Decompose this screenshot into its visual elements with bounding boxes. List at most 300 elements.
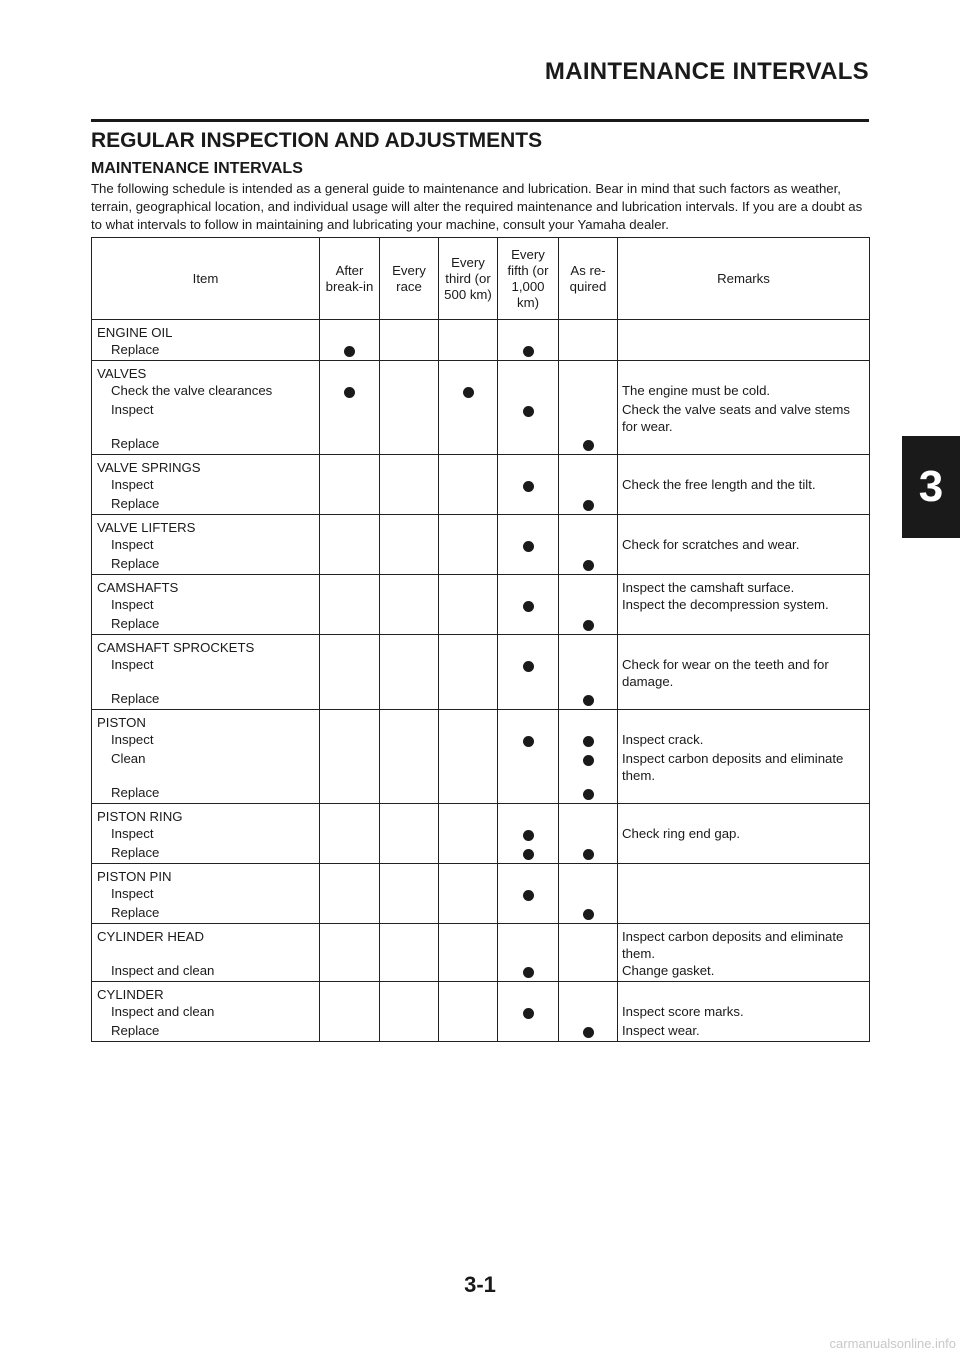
table-row: [92, 1022, 870, 1042]
table-row: [92, 476, 870, 495]
bullet-mark-icon: [344, 346, 355, 357]
remark: [618, 555, 870, 575]
interval-cell: [498, 536, 559, 555]
item-action: Check the valve clearances: [92, 382, 320, 401]
interval-cell: [320, 844, 380, 864]
interval-cell: [559, 844, 618, 864]
group-name: PISTON: [92, 710, 320, 732]
item-action: Replace: [92, 1022, 320, 1042]
table-row: [92, 690, 870, 710]
remark: [618, 784, 870, 804]
interval-cell: [559, 515, 618, 537]
bullet-mark-icon: [523, 830, 534, 841]
item-action: Clean: [92, 750, 320, 784]
interval-cell: [380, 435, 439, 455]
interval-cell: [439, 495, 498, 515]
bullet-mark-icon: [344, 387, 355, 398]
table-row: [92, 382, 870, 401]
interval-cell: [320, 1022, 380, 1042]
remark: [618, 844, 870, 864]
interval-cell: [439, 844, 498, 864]
interval-cell: [320, 784, 380, 804]
interval-cell: [320, 690, 380, 710]
interval-cell: [498, 555, 559, 575]
interval-cell: [498, 635, 559, 657]
interval-cell: [439, 784, 498, 804]
interval-cell: [320, 982, 380, 1004]
bullet-mark-icon: [463, 387, 474, 398]
interval-cell: [320, 361, 380, 383]
bullet-mark-icon: [583, 909, 594, 920]
interval-cell: [320, 455, 380, 477]
interval-cell: [498, 904, 559, 924]
interval-cell: [380, 982, 439, 1004]
group-name: CAMSHAFT SPROCKETS: [92, 635, 320, 657]
bullet-mark-icon: [523, 849, 534, 860]
interval-cell: [559, 885, 618, 904]
group-remark: [618, 515, 870, 537]
remark: Change gasket.: [618, 962, 870, 982]
remark: Check ring end gap.: [618, 825, 870, 844]
interval-cell: [559, 1022, 618, 1042]
table-row: [92, 596, 870, 615]
remark: Inspect wear.: [618, 1022, 870, 1042]
table-group-row: [92, 710, 870, 732]
maintenance-schedule-table: [91, 237, 870, 1042]
section-tab: 3: [902, 436, 960, 538]
table-row: [92, 656, 870, 690]
interval-cell: [439, 536, 498, 555]
interval-cell: [320, 555, 380, 575]
interval-cell: [498, 1003, 559, 1022]
interval-cell: [559, 864, 618, 886]
interval-cell: [559, 1003, 618, 1022]
remark: Inspect crack.: [618, 731, 870, 750]
group-remark: [618, 320, 870, 342]
interval-cell: [498, 690, 559, 710]
interval-cell: [380, 341, 439, 361]
interval-cell: [498, 382, 559, 401]
bullet-mark-icon: [523, 967, 534, 978]
bullet-mark-icon: [583, 755, 594, 766]
interval-cell: [439, 476, 498, 495]
interval-cell: [498, 710, 559, 732]
column-header: Every fifth (or 1,000 km): [498, 238, 559, 320]
group-name: VALVE SPRINGS: [92, 455, 320, 477]
column-header: As re-quired: [559, 238, 618, 320]
page-header-title: MAINTENANCE INTERVALS: [544, 58, 869, 85]
item-action: Replace: [92, 615, 320, 635]
group-remark: [618, 455, 870, 477]
table-group-row: [92, 982, 870, 1004]
interval-cell: [498, 515, 559, 537]
interval-cell: [559, 615, 618, 635]
item-action: Inspect: [92, 476, 320, 495]
interval-cell: [498, 575, 559, 597]
interval-cell: [439, 904, 498, 924]
interval-cell: [439, 615, 498, 635]
group-remark: Inspect the camshaft surface.: [618, 575, 870, 597]
bullet-mark-icon: [523, 601, 534, 612]
interval-cell: [380, 844, 439, 864]
interval-cell: [439, 690, 498, 710]
interval-cell: [380, 596, 439, 615]
bullet-mark-icon: [523, 541, 534, 552]
interval-cell: [320, 476, 380, 495]
remark: [618, 885, 870, 904]
table-group-row: [92, 515, 870, 537]
interval-cell: [380, 382, 439, 401]
interval-cell: [439, 825, 498, 844]
subsection-heading: MAINTENANCE INTERVALS: [91, 160, 303, 177]
group-remark: [618, 982, 870, 1004]
interval-cell: [439, 962, 498, 982]
interval-cell: [559, 555, 618, 575]
interval-cell: [380, 731, 439, 750]
interval-cell: [380, 635, 439, 657]
bullet-mark-icon: [583, 440, 594, 451]
interval-cell: [559, 962, 618, 982]
interval-cell: [559, 635, 618, 657]
interval-cell: [559, 710, 618, 732]
table-group-row: [92, 635, 870, 657]
interval-cell: [498, 750, 559, 784]
interval-cell: [320, 575, 380, 597]
interval-cell: [320, 962, 380, 982]
interval-cell: [559, 656, 618, 690]
group-remark: [618, 361, 870, 383]
page-number: 3-1: [464, 1272, 496, 1297]
column-header: Every race: [380, 238, 439, 320]
interval-cell: [439, 401, 498, 435]
item-action: Replace: [92, 341, 320, 361]
table-row: [92, 341, 870, 361]
item-action: Replace: [92, 495, 320, 515]
interval-cell: [559, 904, 618, 924]
interval-cell: [320, 382, 380, 401]
interval-cell: [320, 495, 380, 515]
interval-cell: [439, 1022, 498, 1042]
bullet-mark-icon: [523, 661, 534, 672]
table-row: [92, 495, 870, 515]
column-header: Remarks: [618, 238, 870, 320]
remark: Check for wear on the teeth and for damage.: [618, 656, 870, 690]
interval-cell: [380, 615, 439, 635]
interval-cell: [380, 825, 439, 844]
interval-cell: [498, 924, 559, 963]
interval-cell: [439, 864, 498, 886]
interval-cell: [320, 596, 380, 615]
interval-cell: [498, 784, 559, 804]
interval-cell: [559, 784, 618, 804]
interval-cell: [380, 361, 439, 383]
remark: [618, 904, 870, 924]
bullet-mark-icon: [583, 849, 594, 860]
interval-cell: [498, 596, 559, 615]
item-action: Inspect and clean: [92, 962, 320, 982]
interval-cell: [380, 555, 439, 575]
interval-cell: [380, 710, 439, 732]
table-row: [92, 844, 870, 864]
interval-cell: [380, 320, 439, 342]
group-remark: [618, 804, 870, 826]
interval-cell: [498, 341, 559, 361]
interval-cell: [320, 401, 380, 435]
interval-cell: [380, 536, 439, 555]
group-name: ENGINE OIL: [92, 320, 320, 342]
interval-cell: [320, 341, 380, 361]
table-row: [92, 962, 870, 982]
interval-cell: [498, 401, 559, 435]
item-action: Replace: [92, 784, 320, 804]
bullet-mark-icon: [583, 1027, 594, 1038]
interval-cell: [380, 885, 439, 904]
interval-cell: [498, 435, 559, 455]
item-action: Inspect: [92, 825, 320, 844]
interval-cell: [320, 615, 380, 635]
interval-cell: [380, 924, 439, 963]
interval-cell: [498, 320, 559, 342]
interval-cell: [439, 361, 498, 383]
bullet-mark-icon: [523, 406, 534, 417]
group-remark: Inspect carbon deposits and eliminate them.: [618, 924, 870, 963]
remark: [618, 341, 870, 361]
interval-cell: [320, 515, 380, 537]
table-group-row: [92, 361, 870, 383]
interval-cell: [320, 320, 380, 342]
interval-cell: [320, 750, 380, 784]
table-group-row: [92, 924, 870, 963]
bullet-mark-icon: [583, 500, 594, 511]
interval-cell: [320, 656, 380, 690]
remark: Check the valve seats and valve stems for wear.: [618, 401, 870, 435]
interval-cell: [439, 924, 498, 963]
table-row: [92, 731, 870, 750]
interval-cell: [380, 455, 439, 477]
group-name: CAMSHAFTS: [92, 575, 320, 597]
interval-cell: [380, 495, 439, 515]
remark: Inspect score marks.: [618, 1003, 870, 1022]
interval-cell: [380, 864, 439, 886]
remark: [618, 615, 870, 635]
group-name: PISTON RING: [92, 804, 320, 826]
header-rule: [91, 119, 869, 122]
remark: Inspect the decompression system.: [618, 596, 870, 615]
watermark: carmanualsonline.info: [829, 1336, 956, 1351]
interval-cell: [380, 962, 439, 982]
table-row: [92, 750, 870, 784]
item-action: Inspect and clean: [92, 1003, 320, 1022]
interval-cell: [320, 885, 380, 904]
bullet-mark-icon: [583, 789, 594, 800]
interval-cell: [439, 885, 498, 904]
item-action: Inspect: [92, 656, 320, 690]
interval-cell: [498, 1022, 559, 1042]
interval-cell: [439, 750, 498, 784]
remark: [618, 495, 870, 515]
interval-cell: [320, 635, 380, 657]
item-action: Inspect: [92, 885, 320, 904]
item-action: Inspect: [92, 536, 320, 555]
interval-cell: [498, 982, 559, 1004]
column-header: Every third (or 500 km): [439, 238, 498, 320]
interval-cell: [320, 435, 380, 455]
interval-cell: [380, 904, 439, 924]
interval-cell: [559, 361, 618, 383]
interval-cell: [439, 515, 498, 537]
interval-cell: [498, 615, 559, 635]
interval-cell: [320, 804, 380, 826]
interval-cell: [320, 924, 380, 963]
table-body: [92, 320, 870, 1042]
interval-cell: [380, 515, 439, 537]
interval-cell: [380, 656, 439, 690]
interval-cell: [498, 864, 559, 886]
table-group-row: [92, 864, 870, 886]
bullet-mark-icon: [523, 890, 534, 901]
interval-cell: [559, 690, 618, 710]
interval-cell: [380, 1003, 439, 1022]
remark: [618, 690, 870, 710]
item-action: Inspect: [92, 731, 320, 750]
table-row: [92, 885, 870, 904]
interval-cell: [559, 476, 618, 495]
section-heading: REGULAR INSPECTION AND ADJUSTMENTS: [91, 129, 543, 152]
remark: Check the free length and the tilt.: [618, 476, 870, 495]
table-group-row: [92, 320, 870, 342]
bullet-mark-icon: [523, 1008, 534, 1019]
interval-cell: [380, 476, 439, 495]
remark: [618, 435, 870, 455]
interval-cell: [439, 731, 498, 750]
interval-cell: [439, 656, 498, 690]
interval-cell: [559, 804, 618, 826]
interval-cell: [559, 341, 618, 361]
bullet-mark-icon: [523, 481, 534, 492]
group-name: VALVES: [92, 361, 320, 383]
table-row: [92, 784, 870, 804]
table-header-row: [92, 238, 870, 320]
interval-cell: [559, 575, 618, 597]
interval-cell: [498, 804, 559, 826]
interval-cell: [439, 341, 498, 361]
bullet-mark-icon: [523, 346, 534, 357]
interval-cell: [380, 690, 439, 710]
bullet-mark-icon: [583, 620, 594, 631]
group-remark: [618, 635, 870, 657]
group-name: PISTON PIN: [92, 864, 320, 886]
interval-cell: [498, 825, 559, 844]
interval-cell: [320, 731, 380, 750]
remark: The engine must be cold.: [618, 382, 870, 401]
table-group-row: [92, 455, 870, 477]
interval-cell: [320, 1003, 380, 1022]
interval-cell: [439, 596, 498, 615]
item-action: Replace: [92, 904, 320, 924]
interval-cell: [498, 885, 559, 904]
interval-cell: [498, 361, 559, 383]
interval-cell: [559, 382, 618, 401]
interval-cell: [559, 731, 618, 750]
interval-cell: [380, 401, 439, 435]
table-row: [92, 435, 870, 455]
interval-cell: [559, 455, 618, 477]
group-remark: [618, 710, 870, 732]
interval-cell: [559, 750, 618, 784]
interval-cell: [439, 710, 498, 732]
interval-cell: [380, 750, 439, 784]
column-header: Item: [92, 238, 320, 320]
interval-cell: [559, 435, 618, 455]
table-row: [92, 401, 870, 435]
interval-cell: [320, 864, 380, 886]
item-action: Inspect: [92, 596, 320, 615]
group-name: CYLINDER HEAD: [92, 924, 320, 963]
table-row: [92, 555, 870, 575]
bullet-mark-icon: [583, 736, 594, 747]
interval-cell: [320, 536, 380, 555]
interval-cell: [439, 804, 498, 826]
table-row: [92, 536, 870, 555]
table-row: [92, 825, 870, 844]
item-action: Replace: [92, 690, 320, 710]
interval-cell: [559, 401, 618, 435]
interval-cell: [559, 320, 618, 342]
table-row: [92, 615, 870, 635]
interval-cell: [380, 575, 439, 597]
interval-cell: [320, 825, 380, 844]
interval-cell: [439, 455, 498, 477]
interval-cell: [439, 635, 498, 657]
item-action: Inspect: [92, 401, 320, 435]
interval-cell: [559, 924, 618, 963]
table-group-row: [92, 804, 870, 826]
group-remark: [618, 864, 870, 886]
interval-cell: [439, 435, 498, 455]
interval-cell: [380, 804, 439, 826]
table-group-row: [92, 575, 870, 597]
table-row: [92, 1003, 870, 1022]
interval-cell: [380, 784, 439, 804]
interval-cell: [559, 536, 618, 555]
interval-cell: [559, 495, 618, 515]
intro-paragraph: The following schedule is intended as a general guide to maintenance and lubrication. Bear in mind that such factors as weather, terrain, geographical location, and individual usage will alter the required maintenance and lubrication intervals. If you are a doubt as to what intervals to follow in maintaining and lubricating your machine, consult your Yamaha dealer.: [91, 181, 863, 232]
interval-cell: [498, 455, 559, 477]
item-action: Replace: [92, 844, 320, 864]
interval-cell: [498, 656, 559, 690]
column-header: After break-in: [320, 238, 380, 320]
table-row: [92, 904, 870, 924]
interval-cell: [498, 495, 559, 515]
interval-cell: [498, 844, 559, 864]
item-action: Replace: [92, 555, 320, 575]
interval-cell: [439, 320, 498, 342]
group-name: VALVE LIFTERS: [92, 515, 320, 537]
interval-cell: [439, 555, 498, 575]
interval-cell: [498, 731, 559, 750]
interval-cell: [439, 382, 498, 401]
interval-cell: [559, 982, 618, 1004]
interval-cell: [559, 825, 618, 844]
interval-cell: [380, 1022, 439, 1042]
bullet-mark-icon: [583, 560, 594, 571]
bullet-mark-icon: [583, 695, 594, 706]
interval-cell: [559, 596, 618, 615]
interval-cell: [320, 904, 380, 924]
interval-cell: [498, 476, 559, 495]
interval-cell: [439, 575, 498, 597]
item-action: Replace: [92, 435, 320, 455]
